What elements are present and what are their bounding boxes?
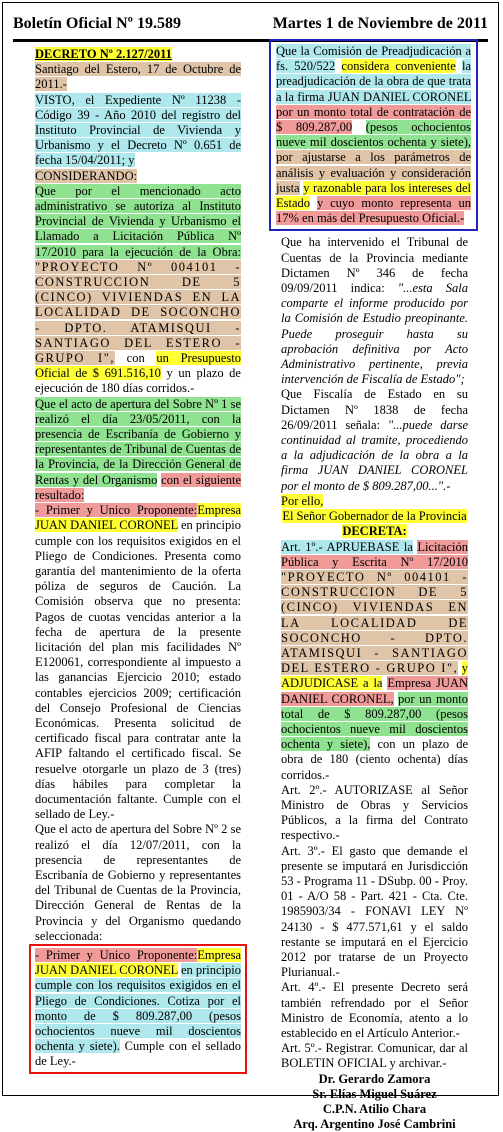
page <box>2 2 499 1132</box>
publication-title: Boletín Oficial Nº 19.589 <box>13 15 181 32</box>
company-name: Empresa JUAN DANIEL CORONEL <box>35 947 241 978</box>
considerando-paragraph-1: Que por el mencionado acto administrativo se autoriza al Instituto Provincial de Vivienda y Urbanismo el Llamado a Licitación Pública Nº 17/2010 para la ejecución de la Obra: "PROYECTO Nº 004101 - CONSTRUCCION DE 5 (CINCO) VIVIENDAS EN LA LOCALIDAD DE SOCONCHO - DPTO. ATAMISQUI - SANTIAGO DEL ESTERO - GRUPO I", con un Presupuesto Oficial de $ 691.516,10 y un plazo de ejecución de 180 días corridos.- <box>35 183 241 396</box>
first-proponent: - Primer y Unico Proponente:Empresa JUAN DANIEL CORONEL en principio cumple con los requisitos exigidos en el Pliego de Condiciones. Presenta como garantía del mantenimiento de la oferta póliza de seguros de Caución. La Comisión observa que no presenta: Pagos de cuotas vencidas anterior a la fecha de apertura de la presente licitación del plan mis facilidades Nº E120061, correspondiente al impuesto a las ganancias Ejercicio 2010; estado contables ejercicios 2009; certificación del Consejo Profesional de Ciencias Económicas. Presenta solicitud de certificado fiscal para contratar ante la AFIP faltando el certificado fiscal. Se resuelve otorgarle un plazo de 3 (tres) días hábiles para completar la documentación faltante. Cumple con el sellado de Ley.- <box>35 503 242 822</box>
fiscalia-paragraph: Que Fiscalía de Estado en su Dictamen Nº 1838 de fecha 26/09/2011 señala: "...puede darse continuidad al tramite, procediendo a la adjudicación de la obra a la firma JUAN DANIEL CORONEL por el monto de $ 809.287,00...".- <box>281 387 469 493</box>
page-header <box>13 15 488 37</box>
company-name: Empresa JUAN DANIEL CORONEL <box>35 503 241 533</box>
presupuesto-oficial: un Presupuesto Oficial de $ 691.516,10 <box>35 351 241 381</box>
company-name: Empresa JUAN DANIEL CORONEL, <box>281 676 468 706</box>
blue-highlight-box <box>269 39 478 231</box>
gobernador-line: El Señor Gobernador de la Provincia <box>282 509 467 524</box>
publication-date: Martes 1 de Noviembre de 2011 <box>272 15 488 32</box>
second-proponent: - Primer y Unico Proponente:Empresa JUAN DANIEL CORONEL en principio cumple con los requisitos exigidos en el Pliego de Condiciones. Cotiza por el monto de $ 809.287,00 (pesos ochocientos nueve mil doscientos ochenta y siete). Cumple con el sellado de Ley.- <box>35 947 242 1069</box>
article-5: Art. 5º.- Registrar. Comunicar, dar al BOLETIN OFICIAL y archivar.- <box>281 1041 468 1071</box>
obra-name: "PROYECTO Nº 004101 - CONSTRUCCION DE 5 (CINCO) VIVIENDAS EN LA LOCALIDAD DE SOCONCHO - DPTO. ATAMISQUI - SANTIAGO DEL ESTERO - GRUPO I", <box>35 259 241 366</box>
article-4: Art. 4º.- El presente Decreto será también refrendado por el Señor Ministro de Economía, atento a lo establecido en el Artículo Anterior.- <box>281 980 468 1040</box>
considerando-paragraph-4: Que el acto de apertura del Sobre Nº 2 se realizó el día 12/07/2011, con la presencia de representantes de Escribanía de Gobierno y representantes del Tribunal de Cuentas de la Provincia, Dirección General de Rentas de la Provincia y del Organismo quedando seleccionada: <box>35 822 241 943</box>
signature-4: Arq. Argentino José Cambrini <box>293 1117 456 1132</box>
article-2: Art. 2º.- AUTORIZASE al Señor Ministro de Obras y Servicios Públicos, a la firma del Contrato respectivo.- <box>281 782 468 843</box>
considerando-paragraph-2: Que el acto de apertura del Sobre Nº 1 se realizó el día 23/05/2011, con la presencia de Escribanía de Gobierno y representantes de Tribunal de Cuentas de la Provincia, de la Dirección General de Rentas y del Organismo con el siguiente resultado: <box>35 396 241 502</box>
por-ello: Por ello, <box>281 493 324 508</box>
tribunal-paragraph: Que ha intervenido el Tribunal de Cuentas de la Provincia mediante Dictamen Nº 346 de fecha 09/09/2011 indica: "...esta Sala comparte el informe producido por la Comisión de Estudio preopinante. Puede proseguir hasta su aprobación definitiva por Acto Administrativo pertinente, previa intervención de Fiscalía de Estado"; <box>281 235 468 387</box>
decreta-heading: DECRETA: <box>342 524 407 539</box>
visto-paragraph: VISTO, el Expediente Nº 11238 - Código 39 - Año 2010 del registro del Instituto Provincial de Vivienda y Urbanismo y el Decreto Nº 0.651 de fecha 15/04/2011; y <box>35 92 241 168</box>
right-column <box>276 44 472 1132</box>
red-highlight-box <box>29 944 247 1074</box>
considerando-heading: CONSIDERANDO: <box>35 168 138 183</box>
article-1: Art. 1º.- APRUEBASE la Licitación Pública y Escrita Nº 17/2010 "PROYECTO Nº 004101 - CONSTRUCCION DE 5 (CINCO) VIVIENDAS EN LA LOCALIDAD DE SOCONCHO - DPTO. ATAMISQUI - SANTIAGO DEL ESTERO - GRUPO I", y ADJUDICASE a la Empresa JUAN DANIEL CORONEL, por un monto total de $ 809.287,00 (pesos ochocientos nueve mil doscientos ochenta y siete), con un plazo de obra de 180 (ciento ochenta) días corridos.- <box>281 539 469 782</box>
decree-number: DECRETO Nº 2.127/2011 <box>35 47 172 61</box>
signature-2: Sr. Elías Miguel Suárez <box>312 1086 437 1101</box>
comision-paragraph: Que la Comisión de Preadjudicación a fs. 520/522 considera conveniente la preadjudicación de la obra de que trata a la firma JUAN DANIEL CORONEL por un monto total de contratación de $ 809.287,00 (pesos ochocientos nueve mil doscientos ochenta y siete), por ajustarse a los parámetros de análisis y evaluación y consideración justa y razonable para los intereses del Estado y cuyo monto representa un 17% en más del Presupuesto Oficial.- <box>276 44 472 226</box>
signature-3: C.P.N. Atilio Chara <box>322 1102 427 1117</box>
signature-1: Dr. Gerardo Zamora <box>318 1071 431 1086</box>
decree-place-date: Santiago del Estero, 17 de Octubre de 2011.- <box>35 62 241 92</box>
left-column <box>35 47 241 1074</box>
article-3: Art. 3º.- El gasto que demande el presente se imputará en Jurisdicción 53 - Programa 11 - DSubp. 00 - Proy. 01 - A/O 58 - Part. 421 - Cta. Cte. 1985903/34 - FONAVI LEY Nº 24130 - $ 477.571,61 y el saldo restante se imputará en el Ejercicio 2012 por tratarse de un Proyecto Plurianual.- <box>281 843 468 980</box>
